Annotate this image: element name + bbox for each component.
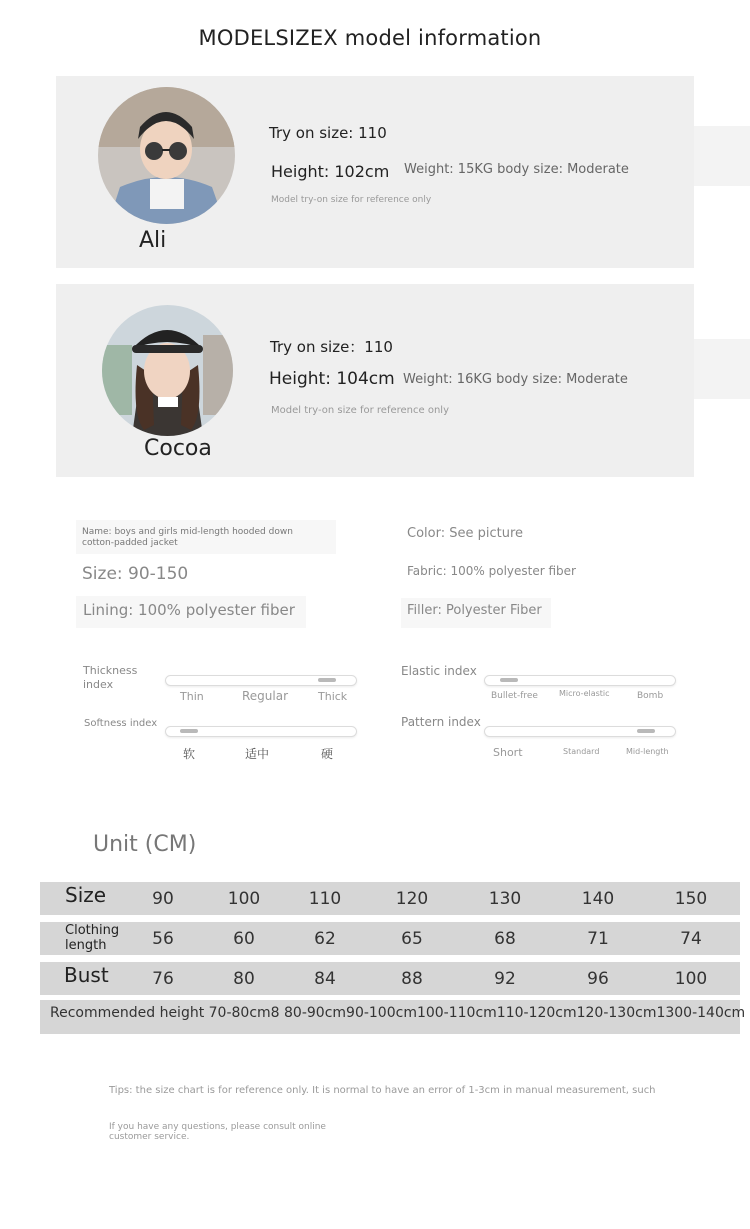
model-avatar-cocoa (102, 305, 233, 436)
spec-fabric: Fabric: 100% polyester fiber (407, 564, 576, 578)
tick-thick: Thick (318, 690, 348, 703)
table-cell: 68 (494, 929, 516, 949)
model-height: Height: 104cm (269, 369, 395, 389)
elastic-slider[interactable] (484, 675, 676, 686)
thickness-slider[interactable] (165, 675, 357, 686)
slider-knob[interactable] (637, 729, 655, 733)
slider-knob[interactable] (500, 678, 518, 682)
spec-name: Name: boys and girls mid-length hooded down cotton-padded jacket (82, 527, 293, 548)
model-weight: Weight: 16KG body size: Moderate (403, 372, 628, 387)
table-cell: 60 (233, 929, 255, 949)
reference-note: Model try-on size for reference only (271, 195, 432, 205)
table-cell: 71 (587, 929, 609, 949)
table-cell: 110 (308, 889, 342, 909)
spec-lining: Lining: 100% polyester fiber (83, 601, 295, 619)
table-cell: 140 (581, 889, 615, 909)
recommended-height: Recommended height 70-80cm8 80-90cm90-100cm100-110cm110-120cm120-130cm1300-140cm (50, 1005, 746, 1021)
table-row-size (40, 882, 740, 915)
table-cell: 130 (488, 889, 522, 909)
row-label: Size (65, 883, 107, 907)
card-tab (694, 339, 750, 399)
softness-index-label: Softness index (84, 718, 158, 729)
table-cell: 74 (680, 929, 702, 949)
table-cell: 62 (314, 929, 336, 949)
tick-short: Short (493, 746, 523, 759)
tryon-size: Try on size：110 (270, 338, 393, 356)
table-cell: 100 (227, 889, 261, 909)
tick-hard: 硬 (321, 747, 334, 761)
tick-standard: Standard (563, 747, 600, 756)
table-cell: 96 (587, 969, 609, 989)
pattern-slider[interactable] (484, 726, 676, 737)
table-cell: 84 (314, 969, 336, 989)
model-name: Ali (139, 228, 167, 253)
table-cell: 120 (395, 889, 429, 909)
spec-filler: Filler: Polyester Fiber (407, 603, 542, 618)
tick-micro-elastic: Micro-elastic (559, 689, 610, 698)
tick-moderate: 适中 (245, 747, 270, 761)
tips-text: Tips: the size chart is for reference only. It is normal to have an error of 1-3cm in manual measurement, such (109, 1085, 656, 1096)
spec-size: Size: 90-150 (82, 564, 189, 584)
tick-mid-length: Mid-length (626, 747, 669, 756)
unit-label: Unit (CM) (93, 832, 197, 857)
spec-color: Color: See picture (407, 526, 524, 541)
slider-knob[interactable] (180, 729, 198, 733)
row-label: Bust (64, 963, 109, 987)
table-cell: 76 (152, 969, 174, 989)
row-label: Clothing length (65, 923, 120, 953)
tick-regular: Regular (242, 689, 289, 703)
card-tab (694, 126, 750, 186)
table-cell: 90 (152, 889, 174, 909)
table-row-bust (40, 962, 740, 995)
table-cell: 100 (674, 969, 708, 989)
table-cell: 80 (233, 969, 255, 989)
table-row-clothing-length (40, 922, 740, 955)
table-cell: 56 (152, 929, 174, 949)
tryon-size: Try on size: 110 (269, 124, 387, 142)
thickness-index-label: Thickness index (83, 664, 138, 691)
softness-slider[interactable] (165, 726, 357, 737)
tick-soft: 软 (183, 747, 196, 761)
slider-knob[interactable] (318, 678, 336, 682)
contact-note: If you have any questions, please consult online customer service. (109, 1122, 326, 1142)
table-row-recommended-height (40, 1000, 746, 1034)
model-height: Height: 102cm (271, 162, 390, 181)
pattern-index-label: Pattern index (401, 715, 481, 729)
tick-bullet-free: Bullet-free (491, 691, 538, 701)
table-cell: 88 (401, 969, 423, 989)
tick-bomb: Bomb (637, 691, 664, 701)
table-cell: 150 (674, 889, 708, 909)
tick-thin: Thin (180, 690, 204, 703)
model-weight: Weight: 15KG body size: Moderate (404, 162, 629, 177)
table-cell: 92 (494, 969, 516, 989)
model-avatar-ali (98, 87, 235, 224)
model-name: Cocoa (144, 436, 212, 461)
reference-note: Model try-on size for reference only (271, 405, 449, 416)
table-cell: 65 (401, 929, 423, 949)
elastic-index-label: Elastic index (401, 664, 477, 678)
page-title: MODELSIZEX model information (198, 26, 542, 50)
